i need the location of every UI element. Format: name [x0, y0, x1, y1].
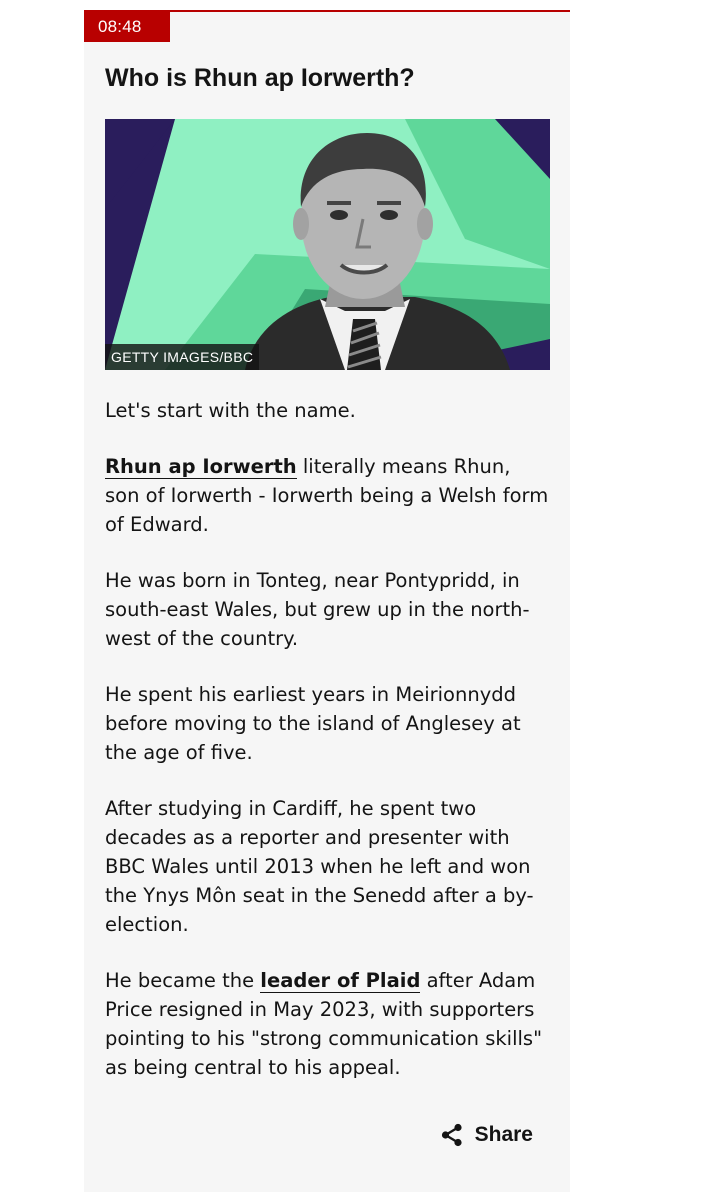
share-label: Share: [474, 1123, 533, 1146]
post-headline: Who is Rhun ap Iorwerth?: [105, 64, 415, 92]
paragraph-text: Let's start with the name.: [105, 399, 356, 422]
link-leader-of-plaid[interactable]: leader of Plaid: [260, 969, 421, 992]
paragraph: [105, 966, 551, 1082]
share-icon: [441, 1123, 463, 1147]
paragraph: [105, 566, 551, 653]
post-image[interactable]: [105, 119, 550, 370]
paragraph-text: He spent his earliest years in Meirionnydd before moving to the island of Anglesey at the age of five.: [105, 683, 521, 764]
paragraph: [105, 794, 551, 939]
paragraph-text: after Adam Price resigned in May 2023, with supporters pointing to his "strong communication skills" as being central to his appeal.: [105, 969, 543, 1079]
paragraph-text: After studying in Cardiff, he spent two decades as a reporter and presenter with BBC Wales until 2013 when he left and won the Ynys Môn seat in the Senedd after a by-election.: [105, 797, 534, 936]
paragraph: [105, 396, 551, 425]
live-post: [84, 10, 570, 1192]
share-button[interactable]: [441, 1120, 533, 1150]
post-body: [105, 396, 551, 1109]
paragraph-text: He became the: [105, 969, 261, 992]
link-rhun-ap-iorwerth[interactable]: Rhun ap Iorwerth: [105, 455, 297, 478]
paragraph: [105, 452, 551, 539]
paragraph-text: He was born in Tonteg, near Pontypridd, in south-east Wales, but grew up in the north-west of the country.: [105, 569, 530, 650]
image-credit: GETTY IMAGES/BBC: [105, 344, 259, 370]
portrait-photo: [105, 119, 550, 370]
paragraph-text: literally means Rhun, son of Iorwerth - Iorwerth being a Welsh form of Edward.: [105, 455, 549, 536]
timestamp-badge: 08:48: [84, 12, 170, 42]
paragraph: [105, 680, 551, 767]
